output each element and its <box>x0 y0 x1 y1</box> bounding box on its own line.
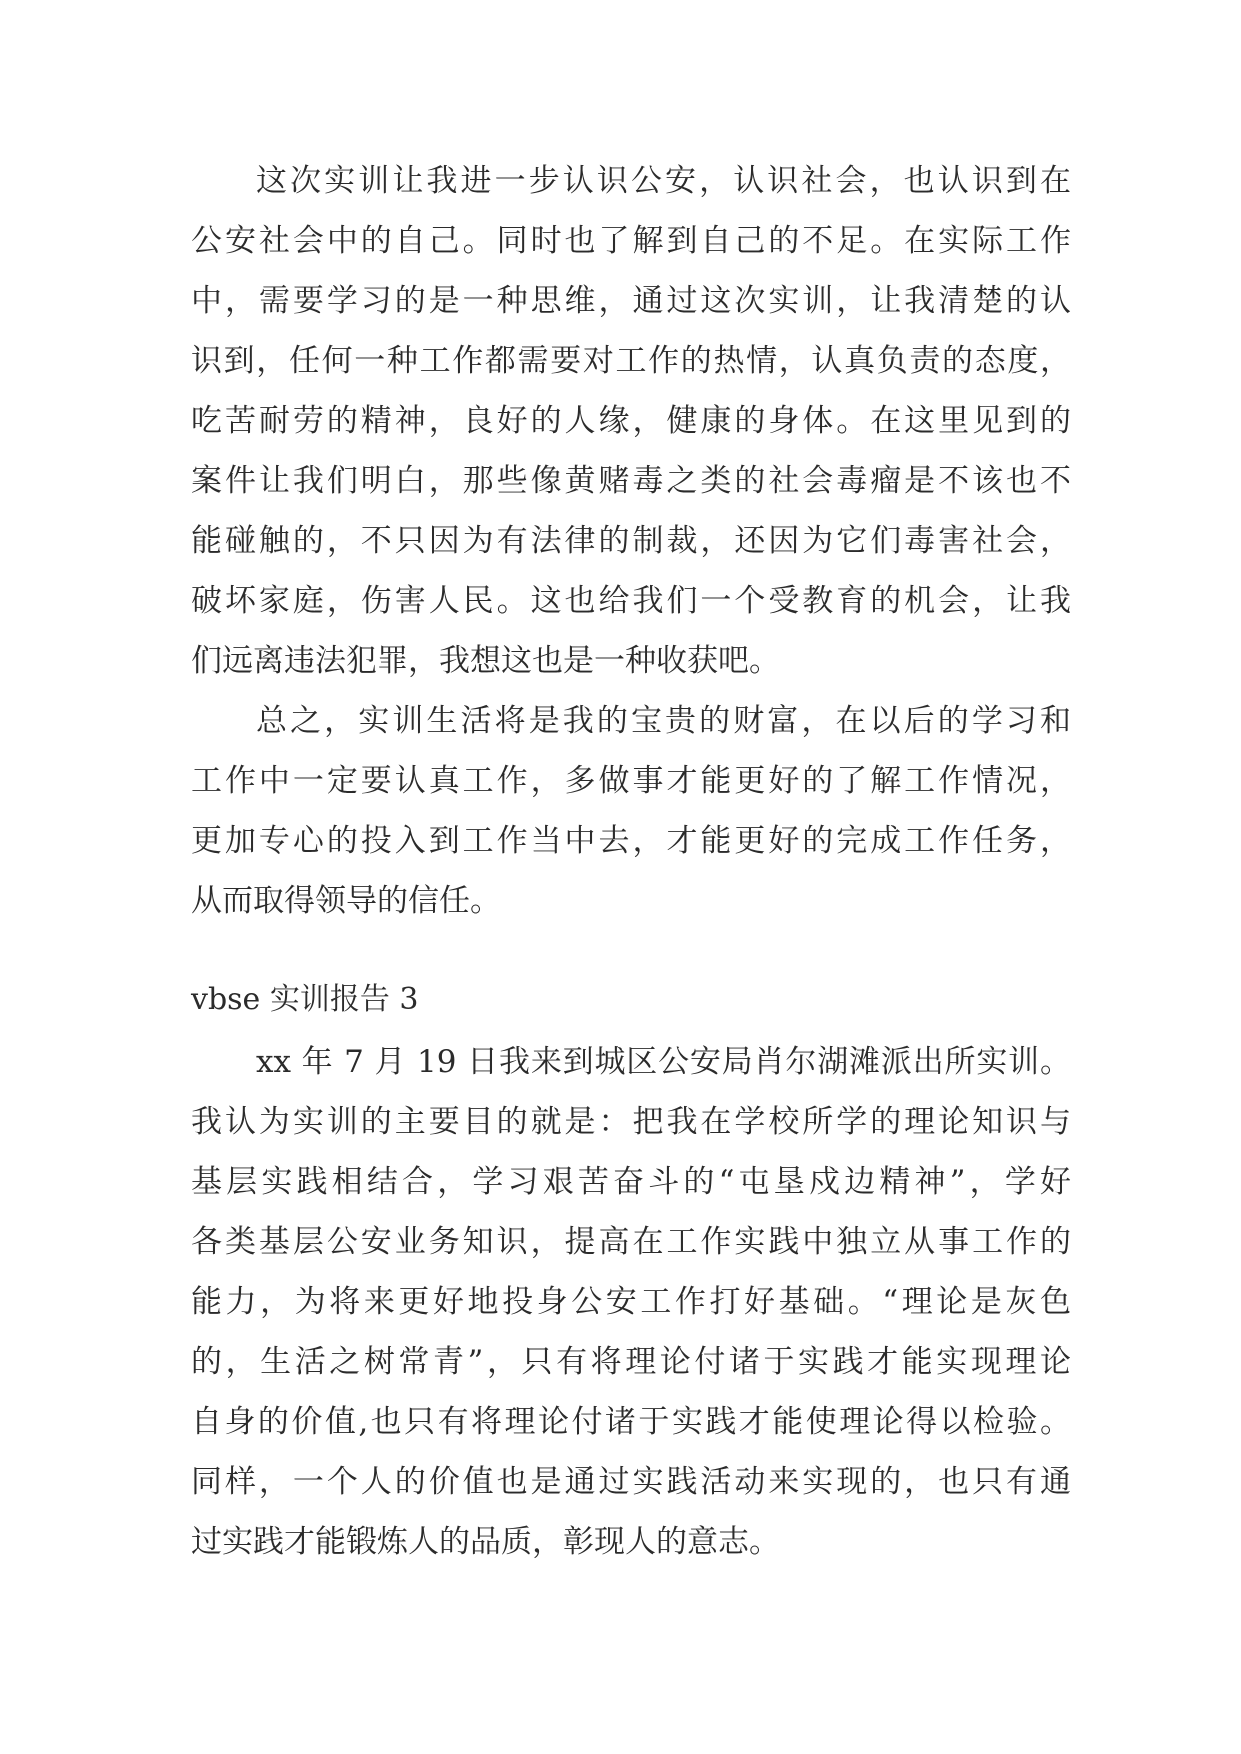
paragraph-line: 自身的价值,也只有将理论付诸于实践才能使理论得以检验。 <box>191 1404 1071 1440</box>
paragraph-line: 吃苦耐劳的精神，良好的人缘，健康的身体。在这里见到的 <box>191 403 1071 439</box>
paragraph-line: xx 年 7 月 19 日我来到城区公安局肖尔湖滩派出所实训。 <box>256 1044 1071 1080</box>
paragraph-line: 能碰触的，不只因为有法律的制裁，还因为它们毒害社会， <box>191 523 1071 559</box>
paragraph-line: 案件让我们明白，那些像黄赌毒之类的社会毒瘤是不该也不 <box>191 463 1071 499</box>
paragraph-line: 的，生活之树常青”，只有将理论付诸于实践才能实现理论 <box>191 1344 1071 1380</box>
paragraph-line: 这次实训让我进一步认识公安，认识社会，也认识到在 <box>256 163 1071 199</box>
paragraph-line: 各类基层公安业务知识，提高在工作实践中独立从事工作的 <box>191 1224 1071 1260</box>
paragraph-line: 同样，一个人的价值也是通过实践活动来实现的，也只有通 <box>191 1464 1071 1500</box>
paragraph-line: 工作中一定要认真工作，多做事才能更好的了解工作情况， <box>191 763 1071 799</box>
paragraph-line: 从而取得领导的信任。 <box>191 883 501 919</box>
paragraph-line: 中，需要学习的是一种思维，通过这次实训，让我清楚的认 <box>191 283 1071 319</box>
paragraph-line: 们远离违法犯罪，我想这也是一种收获吧。 <box>191 643 780 679</box>
paragraph-line: 我认为实训的主要目的就是：把我在学校所学的理论知识与 <box>191 1104 1071 1140</box>
paragraph-line: 更加专心的投入到工作当中去，才能更好的完成工作任务， <box>191 823 1071 859</box>
paragraph-line: 公安社会中的自己。同时也了解到自己的不足。在实际工作 <box>191 223 1071 259</box>
paragraph-line: 基层实践相结合，学习艰苦奋斗的“屯垦戍边精神”，学好 <box>191 1164 1071 1200</box>
paragraph-line: 能力，为将来更好地投身公安工作打好基础。“理论是灰色 <box>191 1284 1071 1320</box>
section-heading: vbse 实训报告 3 <box>191 982 419 1017</box>
paragraph-line: 识到，任何一种工作都需要对工作的热情，认真负责的态度， <box>191 343 1071 379</box>
paragraph-line: 破坏家庭，伤害人民。这也给我们一个受教育的机会，让我 <box>191 583 1071 619</box>
paragraph-line: 过实践才能锻炼人的品质，彰现人的意志。 <box>191 1524 780 1560</box>
paragraph-line: 总之，实训生活将是我的宝贵的财富，在以后的学习和 <box>256 703 1071 739</box>
